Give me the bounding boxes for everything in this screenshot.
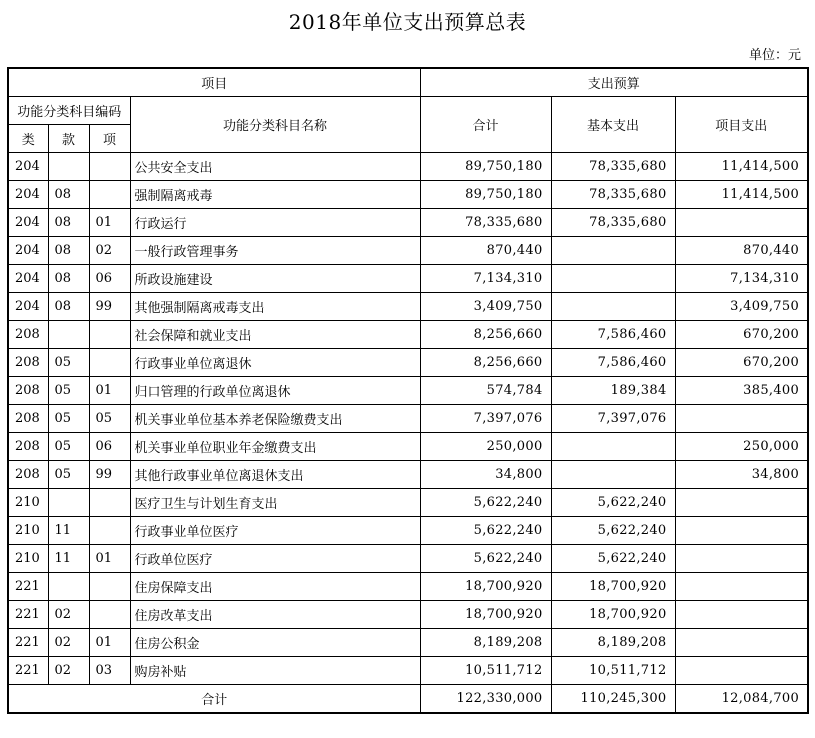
- cell-basic: 10,511,712: [551, 657, 675, 685]
- cell-lei: 221: [8, 601, 48, 629]
- cell-lei: 208: [8, 377, 48, 405]
- cell-kuan: 02: [48, 629, 89, 657]
- cell-kuan: 05: [48, 461, 89, 489]
- cell-lei: 208: [8, 405, 48, 433]
- cell-basic: 78,335,680: [551, 209, 675, 237]
- cell-lei: 221: [8, 573, 48, 601]
- cell-kuan: [48, 489, 89, 517]
- cell-xiang: 01: [89, 629, 130, 657]
- cell-basic: [551, 237, 675, 265]
- cell-kuan: 05: [48, 377, 89, 405]
- table-row: [8, 265, 808, 293]
- table-row: [8, 181, 808, 209]
- cell-name: 公共安全支出: [130, 153, 420, 181]
- cell-kuan: 08: [48, 181, 89, 209]
- cell-lei: 210: [8, 545, 48, 573]
- cell-lei: 221: [8, 657, 48, 685]
- cell-lei: 204: [8, 237, 48, 265]
- cell-project: 3,409,750: [675, 293, 808, 321]
- cell-basic: 5,622,240: [551, 517, 675, 545]
- cell-kuan: 05: [48, 405, 89, 433]
- cell-xiang: 01: [89, 377, 130, 405]
- total-sum: 122,330,000: [420, 685, 551, 714]
- header-lei: 类: [8, 125, 48, 153]
- cell-lei: 204: [8, 209, 48, 237]
- cell-lei: 204: [8, 293, 48, 321]
- cell-kuan: 08: [48, 265, 89, 293]
- cell-basic: 7,586,460: [551, 349, 675, 377]
- cell-total: 8,189,208: [420, 629, 551, 657]
- cell-lei: 210: [8, 489, 48, 517]
- cell-xiang: [89, 181, 130, 209]
- cell-xiang: 01: [89, 545, 130, 573]
- cell-project: 11,414,500: [675, 153, 808, 181]
- header-func-name: 功能分类科目名称: [130, 97, 420, 153]
- cell-project: [675, 209, 808, 237]
- table-row: [8, 321, 808, 349]
- cell-project: [675, 517, 808, 545]
- cell-name: 机关事业单位基本养老保险缴费支出: [130, 405, 420, 433]
- cell-basic: [551, 265, 675, 293]
- cell-total: 8,256,660: [420, 349, 551, 377]
- cell-project: [675, 405, 808, 433]
- cell-kuan: 08: [48, 237, 89, 265]
- table-row: [8, 545, 808, 573]
- cell-total: 5,622,240: [420, 489, 551, 517]
- table-row: [8, 293, 808, 321]
- total-project: 12,084,700: [675, 685, 808, 714]
- header-expenditure-budget: 支出预算: [420, 68, 808, 97]
- table-row: [8, 237, 808, 265]
- cell-kuan: 02: [48, 601, 89, 629]
- cell-kuan: 02: [48, 657, 89, 685]
- cell-total: 18,700,920: [420, 573, 551, 601]
- cell-total: 8,256,660: [420, 321, 551, 349]
- cell-kuan: 05: [48, 433, 89, 461]
- cell-project: [675, 657, 808, 685]
- cell-name: 住房改革支出: [130, 601, 420, 629]
- total-basic: 110,245,300: [551, 685, 675, 714]
- cell-total: 10,511,712: [420, 657, 551, 685]
- cell-total: 5,622,240: [420, 545, 551, 573]
- cell-name: 住房保障支出: [130, 573, 420, 601]
- cell-name: 强制隔离戒毒: [130, 181, 420, 209]
- cell-total: 89,750,180: [420, 181, 551, 209]
- cell-project: 670,200: [675, 349, 808, 377]
- cell-lei: 208: [8, 321, 48, 349]
- cell-project: 11,414,500: [675, 181, 808, 209]
- cell-lei: 204: [8, 181, 48, 209]
- cell-project: 34,800: [675, 461, 808, 489]
- cell-lei: 208: [8, 433, 48, 461]
- table-body: [8, 153, 808, 685]
- cell-name: 购房补贴: [130, 657, 420, 685]
- cell-xiang: [89, 517, 130, 545]
- table-row: [8, 209, 808, 237]
- cell-total: 870,440: [420, 237, 551, 265]
- table-row: [8, 657, 808, 685]
- table-row: [8, 153, 808, 181]
- cell-name: 行政事业单位离退休: [130, 349, 420, 377]
- table-row: [8, 629, 808, 657]
- cell-name: 行政单位医疗: [130, 545, 420, 573]
- cell-kuan: 11: [48, 545, 89, 573]
- table-row: [8, 573, 808, 601]
- cell-total: 34,800: [420, 461, 551, 489]
- cell-total: 7,134,310: [420, 265, 551, 293]
- total-row: [8, 685, 808, 714]
- table-row: [8, 601, 808, 629]
- cell-basic: 78,335,680: [551, 181, 675, 209]
- cell-xiang: 01: [89, 209, 130, 237]
- header-project: 项目: [8, 68, 420, 97]
- cell-basic: 7,586,460: [551, 321, 675, 349]
- cell-xiang: 99: [89, 293, 130, 321]
- header-project-exp: 项目支出: [675, 97, 808, 153]
- cell-project: [675, 489, 808, 517]
- cell-name: 归口管理的行政单位离退休: [130, 377, 420, 405]
- table-row: [8, 433, 808, 461]
- cell-lei: 210: [8, 517, 48, 545]
- cell-project: 250,000: [675, 433, 808, 461]
- cell-project: [675, 545, 808, 573]
- cell-basic: [551, 461, 675, 489]
- cell-kuan: 08: [48, 293, 89, 321]
- cell-project: 870,440: [675, 237, 808, 265]
- cell-total: 250,000: [420, 433, 551, 461]
- unit-label: 单位：元: [748, 48, 801, 63]
- cell-total: 574,784: [420, 377, 551, 405]
- cell-xiang: [89, 349, 130, 377]
- cell-kuan: 05: [48, 349, 89, 377]
- table-row: [8, 349, 808, 377]
- table-row: [8, 405, 808, 433]
- cell-kuan: [48, 321, 89, 349]
- cell-total: 78,335,680: [420, 209, 551, 237]
- cell-kuan: [48, 153, 89, 181]
- total-label: 合计: [8, 685, 420, 714]
- cell-basic: 5,622,240: [551, 489, 675, 517]
- cell-basic: 189,384: [551, 377, 675, 405]
- cell-xiang: [89, 489, 130, 517]
- cell-basic: 8,189,208: [551, 629, 675, 657]
- cell-project: [675, 601, 808, 629]
- header-total: 合计: [420, 97, 551, 153]
- header-xiang: 项: [89, 125, 130, 153]
- cell-xiang: 06: [89, 265, 130, 293]
- cell-xiang: [89, 153, 130, 181]
- cell-name: 机关事业单位职业年金缴费支出: [130, 433, 420, 461]
- header-func-code: 功能分类科目编码: [8, 97, 130, 125]
- cell-project: 7,134,310: [675, 265, 808, 293]
- table-row: [8, 517, 808, 545]
- cell-name: 医疗卫生与计划生育支出: [130, 489, 420, 517]
- cell-total: 89,750,180: [420, 153, 551, 181]
- cell-xiang: 03: [89, 657, 130, 685]
- cell-lei: 208: [8, 349, 48, 377]
- cell-lei: 221: [8, 629, 48, 657]
- header-kuan: 款: [48, 125, 89, 153]
- cell-project: 670,200: [675, 321, 808, 349]
- cell-total: 3,409,750: [420, 293, 551, 321]
- cell-total: 7,397,076: [420, 405, 551, 433]
- page-title: 2018年单位支出预算总表: [288, 10, 527, 34]
- table-row: [8, 461, 808, 489]
- cell-name: 一般行政管理事务: [130, 237, 420, 265]
- cell-xiang: [89, 601, 130, 629]
- cell-lei: 204: [8, 265, 48, 293]
- cell-basic: 7,397,076: [551, 405, 675, 433]
- cell-basic: 18,700,920: [551, 601, 675, 629]
- cell-xiang: 05: [89, 405, 130, 433]
- cell-xiang: 02: [89, 237, 130, 265]
- cell-basic: [551, 433, 675, 461]
- cell-xiang: 99: [89, 461, 130, 489]
- table-row: [8, 377, 808, 405]
- header-basic: 基本支出: [551, 97, 675, 153]
- cell-basic: [551, 293, 675, 321]
- budget-table: [7, 67, 809, 714]
- cell-project: [675, 573, 808, 601]
- cell-name: 行政运行: [130, 209, 420, 237]
- cell-xiang: [89, 573, 130, 601]
- cell-name: 社会保障和就业支出: [130, 321, 420, 349]
- cell-kuan: 08: [48, 209, 89, 237]
- cell-name: 其他行政事业单位离退休支出: [130, 461, 420, 489]
- cell-name: 其他强制隔离戒毒支出: [130, 293, 420, 321]
- cell-name: 行政事业单位医疗: [130, 517, 420, 545]
- cell-total: 5,622,240: [420, 517, 551, 545]
- cell-basic: 18,700,920: [551, 573, 675, 601]
- cell-lei: 204: [8, 153, 48, 181]
- cell-name: 所政设施建设: [130, 265, 420, 293]
- cell-name: 住房公积金: [130, 629, 420, 657]
- table-row: [8, 489, 808, 517]
- cell-total: 18,700,920: [420, 601, 551, 629]
- cell-lei: 208: [8, 461, 48, 489]
- cell-xiang: [89, 321, 130, 349]
- cell-basic: 78,335,680: [551, 153, 675, 181]
- cell-kuan: 11: [48, 517, 89, 545]
- cell-project: 385,400: [675, 377, 808, 405]
- cell-kuan: [48, 573, 89, 601]
- cell-xiang: 06: [89, 433, 130, 461]
- cell-basic: 5,622,240: [551, 545, 675, 573]
- cell-project: [675, 629, 808, 657]
